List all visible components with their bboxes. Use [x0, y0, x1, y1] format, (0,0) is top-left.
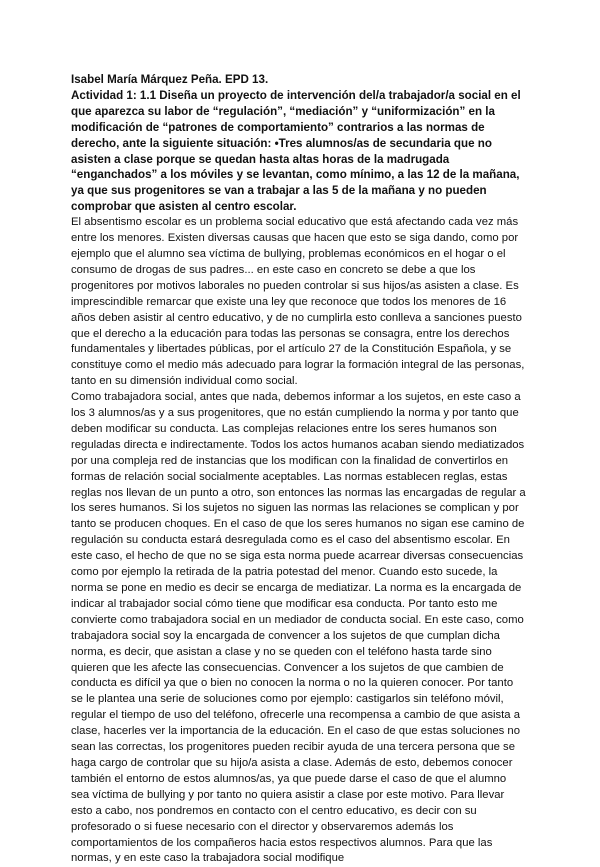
- document-header: [71, 72, 527, 215]
- author-line: Isabel María Márquez Peña. EPD 13.: [71, 73, 269, 86]
- activity-statement: Actividad 1: 1.1 Diseña un proyecto de intervención del/a trabajador/a social en el que aparezca su labor de “regulación”, “mediación” y “uniformización” en la modificación de “patrones de comportamiento” contrarios a las normas de derecho, ante la siguiente situación: •Tres alumnos/as de secundaria que no asisten a clase porque se quedan hasta altas horas de la madrugada “enganchados” a los móviles y se levantan, como mínimo, a las 12 de la mañana, ya que sus progenitores se van a trabajar a las 5 de la mañana y no pueden comprobar que asisten al centro escolar.: [71, 88, 521, 214]
- document-body: [71, 215, 527, 867]
- paragraph-2: Como trabajadora social, antes que nada, debemos informar a los sujetos, en este caso a los 3 alumnos/as y a sus progenitores, que no están cumpliendo la norma y por tanto que deben modificar su conducta. Las complejas relaciones entre los seres humanos son reguladas directa e indirectamente. Todos los actos humanos acaban siendo mediatizados por una compleja red de instancias que los modifican con la finalidad de convertirlos en formas de relación social socialmente aceptables. Las normas establecen reglas, estas reglas nos llevan de un punto a otro, son entonces las normas las encargadas de regular a los seres humanos. Si los sujetos no siguen las normas las relaciones se complican y por tanto se producen choques. En el caso de que los seres humanos no sigan ese camino de regulación su conducta estará desregulada como es el caso del absentismo escolar. En este caso, el hecho de que no se siga esta norma puede acarrear diversas consecuencias como por ejemplo la retirada de la patria potestad del menor. Cuando esto sucede, la norma se pone en medio es decir se encarga de mediatizar. La norma es la encargada de indicar al trabajador social cómo tiene que modificar esa conducta. Por tanto esto me convierte como trabajadora social en un mediador de conducta social. En este caso, como trabajadora social soy la encargada de convencer a los sujetos de que cumplan dicha norma, es decir, que asistan a clase y no se queden con el teléfono hasta tarde sino quieren que les afecte las consecuencias. Convencer a los sujetos de que cambien de conducta es difícil ya que o bien no conocen la norma o no la quieren conocer. Por tanto se le plantea una serie de soluciones como por ejemplo: castigarlos sin teléfono móvil, regular el tiempo de uso del teléfono, ofrecerle una recompensa a cambio de que asista a clase, hacerles ver la importancia de la educación. En el caso de que estas soluciones no sean las correctas, los progenitores pueden recibir ayuda de una tercera persona que se haga cargo de controlar que su hijo/a asista a clase. Además de esto, debemos conocer también el entorno de estos alumnos/as, ya que puede darse el caso de que el alumno sea víctima de bullying y por tanto no quiera asistir a clase por este motivo. Para llevar esto a cabo, nos pondremos en contacto con el centro educativo, es decir con su profesorado o si fuese necesario con el director y observaremos además los comportamientos de los compañeros hacia estos respectivos alumnos. Para que las normas, y en este caso la trabajadora social modifique: [71, 391, 526, 865]
- paragraph-1: El absentismo escolar es un problema social educativo que está afectando cada vez más entre los menores. Existen diversas causas que hacen que esto se siga dando, como por ejemplo que el alumno sea víctima de bullying, problemas económicos en el hogar o el consumo de drogas de sus padres... en este caso en concreto se debe a que los progenitores por motivos laborales no pueden controlar si sus hijos/as asisten a clase. Es imprescindible remarcar que existe una ley que reconoce que todos los menores de 16 años deben asistir al centro educativo, y de no cumplirla esto conlleva a sanciones puesto que el derecho a la educación para todas las personas se consagra, entre los derechos fundamentales y libertades públicas, por el artículo 27 de la Constitución Española, y se constituye como el medio más adecuado para lograr la formación integral de las personas, tanto en su dimensión individual como social.: [71, 216, 525, 388]
- document-page: [71, 72, 527, 867]
